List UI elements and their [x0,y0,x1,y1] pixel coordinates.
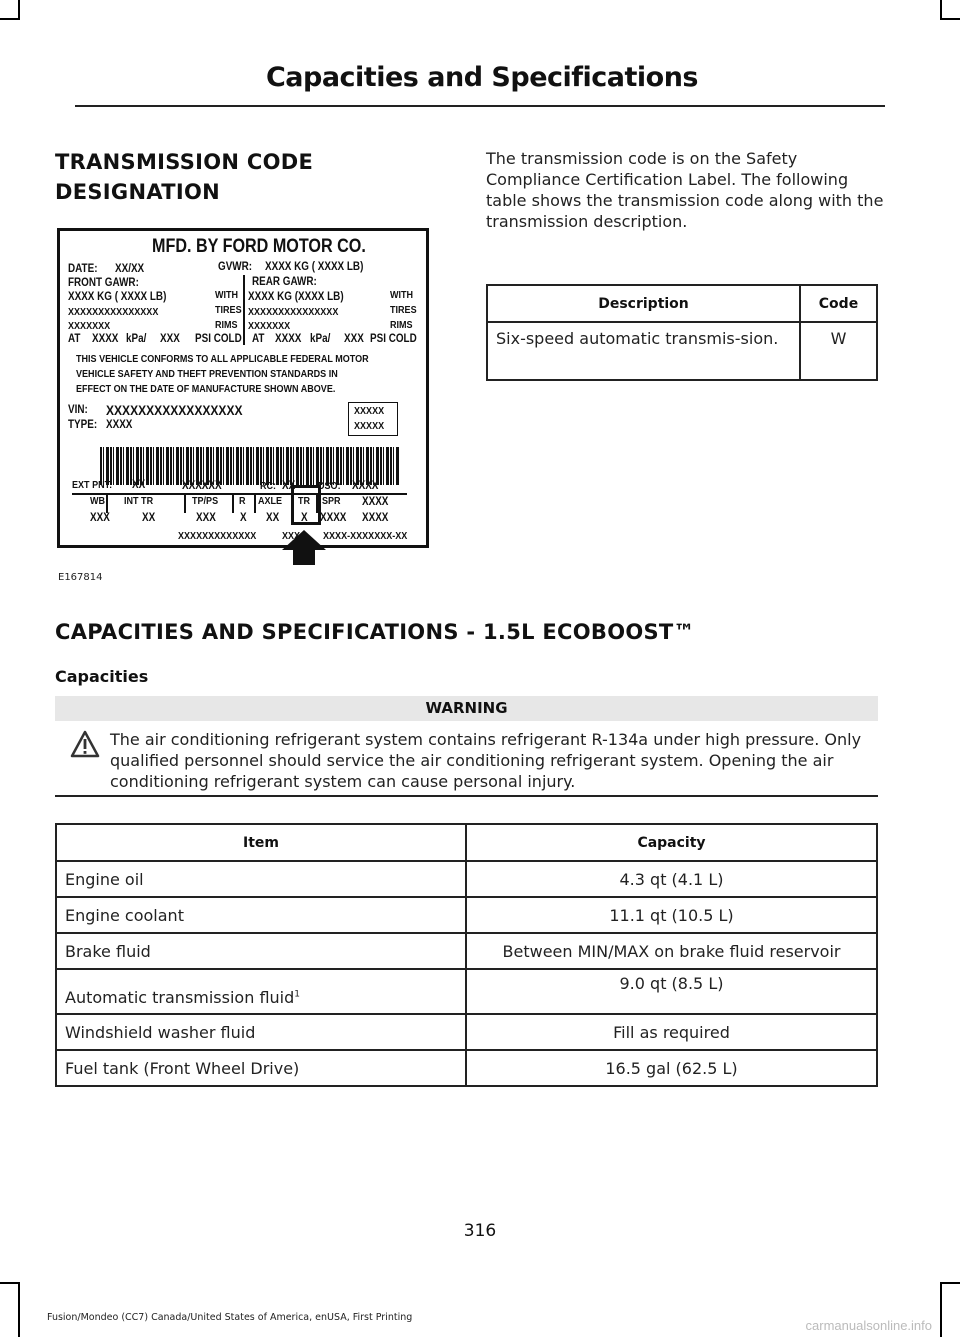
capacities-table [55,823,878,1087]
label-rc: RC: [260,480,277,492]
table-row [56,933,877,969]
label-wb: WB [90,495,106,507]
label-rear-x2: XXXXXXX [248,320,291,332]
crop-mark [0,18,18,20]
transmission-code-table [486,284,878,381]
label-rc-value: XX [282,480,296,492]
label-tr-value: X [301,512,308,524]
table-cell-capacity: 4.3 qt (4.1 L) [466,861,877,897]
label-xxx2: XXX [344,333,364,345]
table-row [56,861,877,897]
pointer-arrow-stem [293,549,315,565]
label-tp-ps: TP/PS [192,495,219,507]
label-tires1: TIRES [215,304,242,316]
label-statement-2: VEHICLE SAFETY AND THEFT PREVENTION STANDARDS IN [76,368,338,380]
label-rims1: RIMS [215,319,238,331]
table-cell-capacity: Between MIN/MAX on brake fluid reservoir [466,933,877,969]
label-title: MFD. BY FORD MOTOR CO. [152,236,366,257]
label-date-value: XX/XX [115,263,145,275]
footnote-marker: 1 [294,989,300,1000]
table-cell-item: Windshield washer fluid [56,1014,466,1050]
table-header-capacity: Capacity [466,824,877,861]
label-bottom-3: XXXX-XXXXXXX-XX [323,530,408,542]
label-rims2: RIMS [390,319,413,331]
page-footer: Fusion/Mondeo (CC7) Canada/United States of America, enUSA, First Printing [47,1312,413,1323]
section-heading-line2: DESIGNATION [55,180,221,204]
table-row [56,1014,877,1050]
label-int-value: XX [142,512,156,524]
crop-mark [942,1282,960,1284]
label-bottom-1: XXXXXXXXXXXXX [178,530,257,542]
label-separator [106,493,108,513]
table-row [487,322,877,380]
label-date: DATE: [68,263,98,275]
table-cell-item-text: Automatic transmission fluid [65,988,295,1007]
table-cell-item: Engine coolant [56,897,466,933]
intro-paragraph: The transmission code is on the Safety Compliance Certification Label. The following table shows the transmission code along with the transmission description. [486,149,884,231]
label-dso: DSO: [318,480,341,492]
page-header-title: Capacities and Specifications [265,62,698,93]
section-heading-line1: TRANSMISSION CODE [55,150,314,174]
label-xxx1: XXX [160,333,180,345]
label-separator [254,493,256,513]
label-ext-pnt: EXT PNT: [72,479,113,491]
label-vin: VIN: [68,404,88,416]
crop-mark [18,1282,20,1337]
watermark: carmanualsonline.info [805,1318,932,1333]
label-at2: AT [252,333,265,345]
label-separator [184,493,186,513]
label-psi2: PSI COLD [370,333,417,345]
table-cell-description: Six-speed automatic transmis-sion. [487,322,800,380]
label-psi1: PSI COLD [195,333,242,345]
label-ext-value: XX [132,479,146,491]
table-cell-item [56,969,466,1014]
table-row [56,969,877,1014]
label-bottom-2: XXX [282,530,301,542]
warning-divider [55,795,878,797]
crop-mark [940,1282,942,1337]
label-dso-value: XXXX [352,480,379,492]
table-header-row [487,285,877,322]
warning-title-bar: WARNING [55,696,878,721]
label-r-value: X [240,512,247,524]
label-rear-kg: XXXX KG (XXXX LB) [248,291,344,303]
warning-text: The air conditioning refrigerant system contains refrigerant R-134a under high pressure. Only qualified personnel should service the air conditioning refrigerant system. Opening the air conditioning refrigerant system can cause personal injury. [110,730,862,791]
table-cell-capacity: Fill as required [466,1014,877,1050]
label-ext-value-2: XXXXXX [182,480,222,492]
table-cell-capacity: 16.5 gal (62.5 L) [466,1050,877,1086]
table-row [56,1050,877,1086]
label-front-gawr: FRONT GAWR: [68,277,139,289]
transmission-code-highlight [291,485,321,525]
label-int-tr: INT TR [124,495,154,507]
label-gvwr: GVWR: [218,261,253,273]
table-cell-capacity: 11.1 qt (10.5 L) [466,897,877,933]
certification-label-figure [57,228,429,548]
table-header-description: Description [487,285,800,322]
label-at1: AT [68,333,81,345]
label-tp-value: XXX [196,512,216,524]
label-xxxx1: XXXX [92,333,119,345]
label-statement-3: EFFECT ON THE DATE OF MANUFACTURE SHOWN ABOVE. [76,383,336,395]
label-divider [243,275,245,345]
label-with2: WITH [390,289,414,301]
label-box-line2: XXXXX [354,420,385,432]
label-front-x2: XXXXXXX [68,320,111,332]
label-tr: TR [298,495,311,507]
label-rear-gawr: REAR GAWR: [252,276,317,288]
label-kpa2: kPa/ [310,333,331,345]
label-vin-value: XXXXXXXXXXXXXXXXX [106,402,243,418]
crop-mark [0,1282,18,1284]
label-axle-value: XX [266,512,280,524]
table-cell-code: W [800,322,877,380]
label-spr-right: XXXX [362,496,389,508]
capacities-subheading: Capacities [55,667,149,686]
label-tires2: TIRES [390,304,417,316]
label-type: TYPE: [68,419,98,431]
table-cell-item: Fuel tank (Front Wheel Drive) [56,1050,466,1086]
label-type-value: XXXX [106,419,133,431]
label-front-kg: XXXX KG ( XXXX LB) [68,291,167,303]
label-rear-x1: XXXXXXXXXXXXXXX [248,306,339,318]
label-spr-value: XXXX [320,512,347,524]
crop-mark [940,0,942,20]
table-cell-capacity: 9.0 qt (8.5 L) [466,969,877,1014]
warning-triangle-icon [70,730,100,758]
label-front-x1: XXXXXXXXXXXXXXX [68,306,159,318]
label-with1: WITH [215,289,239,301]
label-xxxx2: XXXX [275,333,302,345]
label-box-line1: XXXXX [354,405,385,417]
label-spr: SPR [322,495,341,507]
label-gvwr-value: XXXX KG ( XXXX LB) [265,261,364,273]
table-cell-item: Engine oil [56,861,466,897]
crop-mark [942,18,960,20]
table-row [56,897,877,933]
crop-mark [18,0,20,20]
label-separator [232,493,234,513]
label-axle: AXLE [258,495,283,507]
table-header-row [56,824,877,861]
label-r: R [239,495,246,507]
table-header-item: Item [56,824,466,861]
label-wb-value: XXX [90,512,110,524]
table-header-code: Code [800,285,877,322]
label-kpa1: kPa/ [126,333,147,345]
label-spr-value-2: XXXX [362,512,389,524]
table-cell-item: Brake fluid [56,933,466,969]
header-divider [75,105,885,107]
label-statement-1: THIS VEHICLE CONFORMS TO ALL APPLICABLE FEDERAL MOTOR [76,353,369,365]
figure-id: E167814 [58,572,103,583]
page-number: 316 [463,1221,497,1241]
capacities-section-heading: CAPACITIES AND SPECIFICATIONS - 1.5L ECOBOOST™ [55,620,695,644]
pointer-arrow-icon [282,530,326,550]
